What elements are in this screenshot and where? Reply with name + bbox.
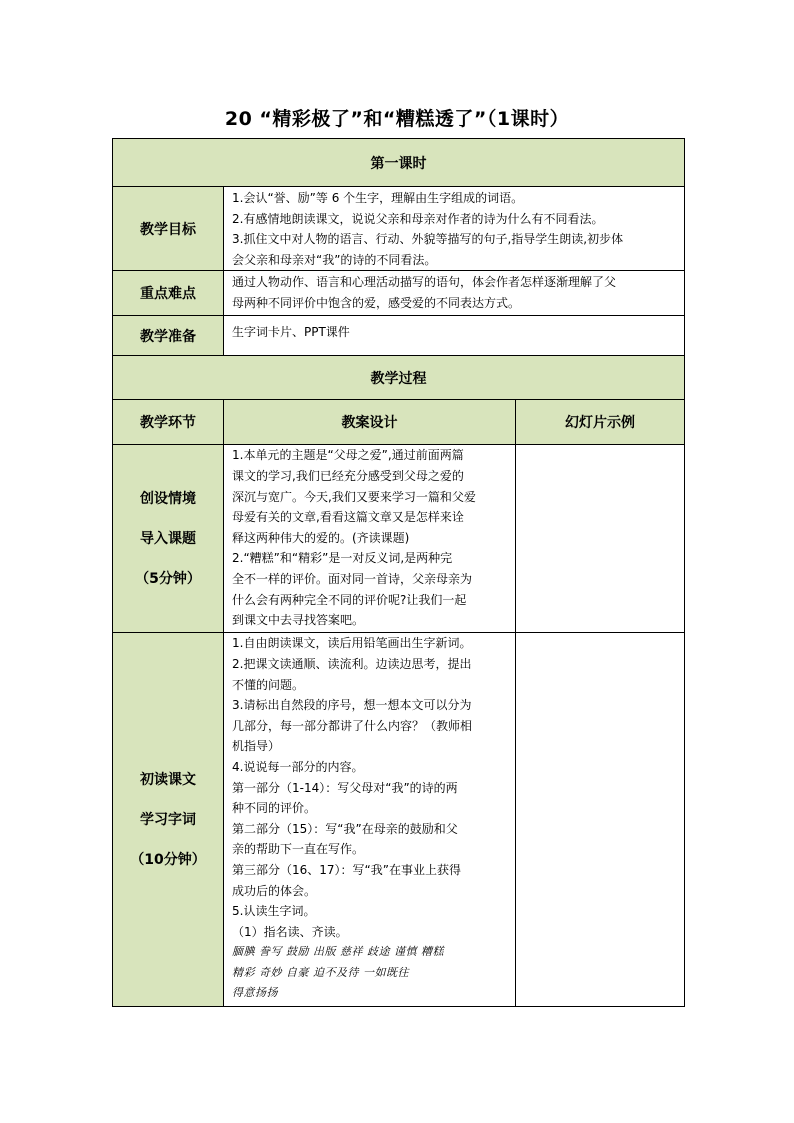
stage2-line: 1.自由朗读课文，读后用铅笔画出生字新词。 (232, 636, 472, 651)
stage1-duration: （5分钟） (135, 570, 201, 587)
stage2-title-line: 初读课文 (140, 771, 196, 788)
stage2-content (224, 633, 516, 1007)
stage1-line: 什么会有两种完全不同的评价呢?让我们一起 (232, 592, 467, 607)
stage2-line: 种不同的评价。 (232, 801, 317, 816)
stage1-title-line: 创设情境 (140, 490, 196, 507)
stage1-line: 全不一样的评价。面对同一首诗，父亲母亲为 (232, 571, 473, 586)
stage1-line: 深沉与宽广。今天,我们又要来学习一篇和父爱 (232, 489, 476, 504)
goals-label: 教学目标 (113, 187, 224, 271)
column-header-row (113, 400, 685, 445)
stage2-line: 5.认读生字词。 (232, 904, 316, 919)
vocab-line: 得意扬扬 (232, 986, 278, 1000)
goals-line: 3.抓住文中对人物的语言、行动、外貌等描写的句子,指导学生朗读,初步体 (232, 232, 624, 247)
key-points-line: 通过人物动作、语言和心理活动描写的语句，体会作者怎样逐渐理解了父 (232, 275, 617, 290)
process-header: 教学过程 (113, 356, 685, 400)
stage1-line: 课文的学习,我们已经充分感受到父母之爱的 (232, 468, 464, 483)
stage1-title (113, 445, 224, 633)
key-points-content (224, 271, 685, 316)
stage2-line: 不懂的问题。 (232, 677, 305, 692)
stage2-line: 2.把课文读通顺、读流利。边读边思考，提出 (232, 656, 472, 671)
stage2-line: （1）指名读、齐读。 (232, 924, 348, 939)
stage2-duration: （10分钟） (130, 851, 206, 868)
goals-line: 会父亲和母亲对“我”的诗的不同看法。 (232, 252, 437, 267)
process-header-row (113, 356, 685, 400)
stage2-line: 几部分，每一部分都讲了什么内容？（教师相 (232, 718, 473, 733)
column-header-design: 教案设计 (224, 400, 516, 445)
lesson-header: 第一课时 (113, 139, 685, 187)
stage1-line: 释这两种伟大的爱的。(齐读课题) (232, 530, 410, 545)
stage1-slide-cell (516, 445, 685, 633)
stage2-line: 4.说说每一部分的内容。 (232, 759, 364, 774)
stage2-row (113, 633, 685, 1007)
stage1-line: 1.本单元的主题是“父母之爱”,通过前面两篇 (232, 448, 464, 463)
stage2-title-line: 学习字词 (140, 811, 196, 828)
key-points-label: 重点难点 (113, 271, 224, 316)
stage1-line: 母爱有关的文章,看看这篇文章又是怎样来诠 (232, 510, 464, 525)
stage1-content (224, 445, 516, 633)
lesson-header-row (113, 139, 685, 187)
stage2-line: 成功后的体会。 (232, 883, 317, 898)
stage2-line: 亲的帮助下一直在写作。 (232, 842, 365, 857)
column-header-slides: 幻灯片示例 (516, 400, 685, 445)
stage2-line: 3.请标出自然段的序号，想一想本文可以分为 (232, 698, 472, 713)
stage1-line: 2.“糟糕”和“精彩”是一对反义词,是两种完 (232, 551, 453, 566)
prep-row (113, 316, 685, 356)
column-header-stage: 教学环节 (113, 400, 224, 445)
goals-row (113, 187, 685, 271)
vocab-line: 腼腆 誊写 鼓励 出版 慈祥 歧途 谨慎 糟糕 (232, 945, 444, 959)
vocab-line: 精彩 奇妙 自豪 迫不及待 一如既往 (232, 965, 409, 979)
stage1-line: 到课文中去寻找答案吧。 (232, 613, 365, 628)
stage2-line: 机指导） (232, 739, 281, 754)
key-points-line: 母两种不同评价中饱含的爱，感受爱的不同表达方式。 (232, 295, 521, 310)
prep-content: 生字词卡片、PPT课件 (224, 316, 685, 356)
lesson-plan-table (112, 138, 685, 1007)
document-title: 20 “精彩极了”和“糟糕透了”（1课时） (224, 108, 570, 130)
stage2-title (113, 633, 224, 1007)
prep-label: 教学准备 (113, 316, 224, 356)
stage1-row (113, 445, 685, 633)
stage2-slide-cell (516, 633, 685, 1007)
stage2-line: 第三部分（16、17）：写“我”在事业上获得 (232, 862, 461, 877)
goals-content (224, 187, 685, 271)
stage1-title-line: 导入课题 (140, 530, 196, 547)
goals-line: 2.有感情地朗读课文，说说父亲和母亲对作者的诗为什么有不同看法。 (232, 211, 604, 226)
stage2-line: 第一部分（1-14）：写父母对“我”的诗的两 (232, 780, 458, 795)
goals-line: 1.会认“誉、励”等 6 个生字，理解由生字组成的词语。 (232, 191, 524, 205)
stage2-line: 第二部分（15）：写“我”在母亲的鼓励和父 (232, 821, 458, 836)
key-points-row (113, 271, 685, 316)
